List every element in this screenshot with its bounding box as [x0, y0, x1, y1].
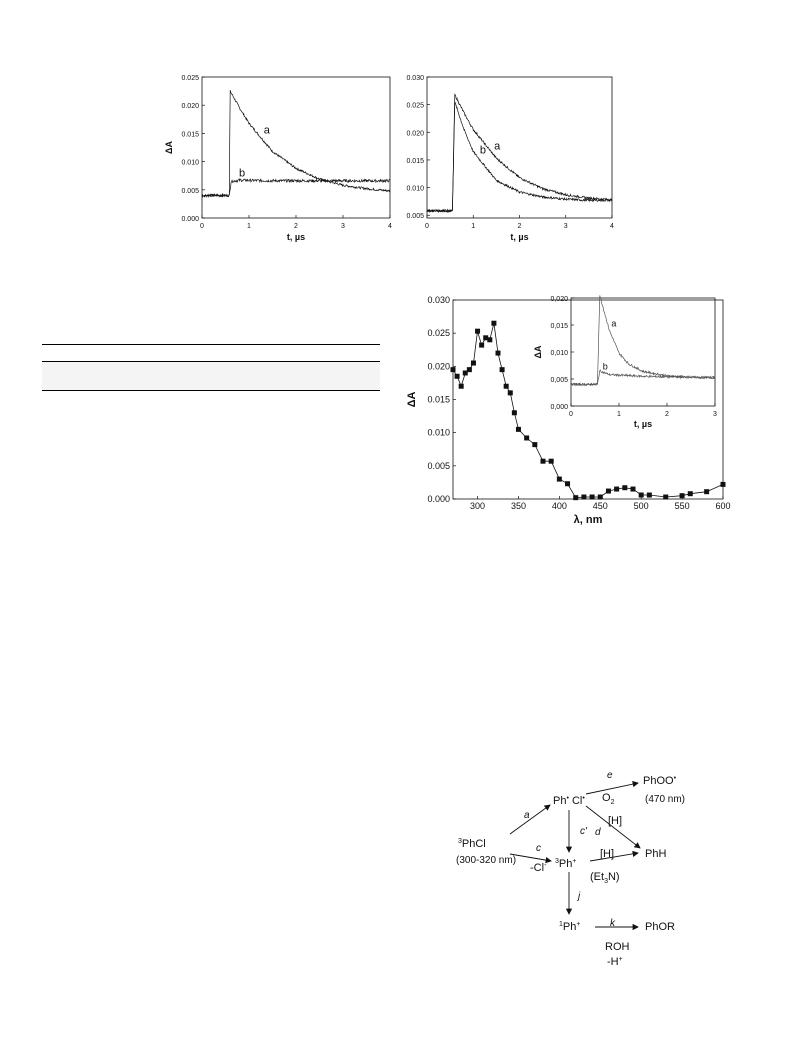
- plot-frame: [571, 298, 715, 406]
- data-point: [565, 481, 570, 486]
- kinetic-chart-left: [160, 65, 398, 250]
- y-tick-label: 0.000: [427, 494, 450, 504]
- table-top-rule: [42, 344, 380, 345]
- data-point: [647, 493, 652, 498]
- y-tick-label: 0.015: [427, 394, 450, 405]
- h-plus-label: -H+: [607, 956, 623, 968]
- y-tick-label: 0.010: [181, 159, 199, 167]
- phoo-wavelength: (470 nm): [645, 794, 686, 805]
- data-point: [479, 343, 484, 348]
- h-label-2: [H]: [600, 848, 615, 860]
- data-point: [451, 367, 456, 372]
- y-tick-label: 0,020: [550, 296, 568, 303]
- x-axis-label: t, µs: [633, 419, 653, 429]
- x-tick-label: 500: [633, 501, 649, 511]
- x-tick-label: 0: [425, 223, 429, 230]
- x-tick-label: 600: [715, 501, 731, 511]
- phcl-label: $^3$PhCl: [458, 838, 486, 850]
- x-tick-label: 1: [471, 223, 476, 230]
- data-point: [639, 493, 644, 498]
- data-point: [459, 384, 464, 389]
- phh-label: PhH: [645, 848, 667, 860]
- data-point: [516, 427, 521, 432]
- y-tick-label: 0.020: [427, 361, 450, 372]
- series-label-b: b: [602, 361, 608, 372]
- y-tick-label: 0.030: [406, 75, 424, 82]
- data-point: [471, 361, 476, 366]
- table-body: [42, 362, 380, 390]
- y-tick-label: 0.000: [181, 216, 199, 223]
- x-tick-label: 2: [517, 223, 522, 230]
- step-k: k: [610, 918, 615, 929]
- y-tick-label: 0.015: [181, 131, 199, 139]
- y-axis-label: ΔA: [164, 141, 174, 154]
- series-label-b: b: [239, 167, 246, 180]
- trace-b: [202, 179, 390, 197]
- data-point: [512, 410, 517, 415]
- data-point: [487, 337, 492, 342]
- x-tick-label: 0: [569, 411, 573, 418]
- table-bottom-rule: [42, 390, 380, 391]
- data-point: [606, 489, 611, 494]
- trace-b: [427, 102, 612, 212]
- y-tick-label: 0.015: [406, 157, 424, 165]
- data-point: [475, 329, 480, 334]
- x-tick-label: 3: [563, 223, 568, 230]
- data-point: [680, 493, 685, 498]
- step-a: a: [524, 810, 530, 821]
- data-point: [573, 495, 578, 500]
- arrow-c: [510, 854, 551, 861]
- x-tick-label: 0: [200, 223, 204, 230]
- cl-minus-label: -Cl-: [530, 862, 547, 874]
- o2-label: $O_2$: [602, 792, 615, 806]
- step-d: d: [595, 827, 601, 838]
- kinetic-chart-right: [385, 65, 625, 250]
- x-tick-label: 3: [713, 411, 717, 418]
- data-point: [622, 485, 627, 490]
- x-tick-label: 550: [674, 501, 690, 511]
- x-tick-label: 4: [388, 223, 392, 230]
- y-tick-label: 0.020: [406, 130, 424, 138]
- arrow-e: [586, 783, 638, 794]
- x-tick-label: 2: [294, 223, 298, 230]
- data-point: [541, 459, 546, 464]
- y-tick-label: 0.005: [181, 187, 199, 195]
- x-tick-label: 2: [665, 411, 669, 418]
- inset-chart: [533, 295, 717, 429]
- x-tick-label: 300: [470, 501, 486, 511]
- step-e: e: [607, 770, 613, 781]
- y-tick-label: 0.010: [427, 427, 450, 438]
- data-point: [455, 374, 460, 379]
- phor-label: PhOR: [645, 921, 675, 933]
- singlet-cation-label: $^1$Ph+: [559, 921, 581, 933]
- data-point: [532, 442, 537, 447]
- x-axis-label: t, µs: [286, 232, 306, 242]
- data-point: [631, 487, 636, 492]
- step-c: c: [536, 843, 541, 854]
- triplet-cation-label: $^3$Ph+: [555, 858, 577, 870]
- y-tick-label: 0.005: [406, 213, 424, 221]
- y-tick-label: 0.025: [406, 102, 424, 110]
- data-point: [721, 482, 726, 487]
- h-label-1: [H]: [608, 815, 623, 827]
- et3n-label: $(Et_3N)$: [590, 871, 620, 885]
- trace-a: [571, 295, 715, 385]
- radical-pair-label: Ph• Cl•: [553, 795, 585, 807]
- data-point: [491, 321, 496, 326]
- y-tick-label: 0,010: [550, 350, 568, 357]
- spectrum-chart: [405, 288, 735, 538]
- spectrum-line: [453, 323, 723, 498]
- data-point: [524, 435, 529, 440]
- series-label-a: a: [494, 140, 501, 153]
- data-point: [508, 390, 513, 395]
- series-label-a: a: [263, 124, 270, 137]
- y-tick-label: 0.030: [427, 295, 450, 305]
- data-point: [496, 351, 501, 356]
- phoo-label: PhOO•: [643, 775, 677, 787]
- reaction-scheme: [440, 760, 700, 975]
- y-axis-label: ΔA: [406, 391, 418, 408]
- y-tick-label: 0,015: [550, 323, 568, 330]
- series-label-a: a: [611, 318, 617, 329]
- data-point: [704, 489, 709, 494]
- data-point: [688, 491, 693, 496]
- y-tick-label: 0.020: [181, 103, 199, 111]
- data-point: [598, 495, 603, 500]
- x-axis-label: λ, nm: [573, 514, 603, 526]
- y-axis-label: ΔA: [533, 345, 543, 359]
- arrow-a: [510, 805, 550, 834]
- roh-label: ROH: [605, 941, 630, 953]
- data-point: [500, 367, 505, 372]
- data-point: [614, 487, 619, 492]
- data-point: [590, 495, 595, 500]
- y-tick-label: 0.005: [427, 460, 450, 471]
- x-tick-label: 4: [610, 223, 614, 230]
- x-tick-label: 1: [247, 223, 251, 230]
- y-tick-label: 0,000: [550, 404, 568, 411]
- x-tick-label: 350: [510, 501, 526, 511]
- data-point: [467, 367, 472, 372]
- data-point: [504, 384, 509, 389]
- x-axis-label: t, µs: [510, 232, 529, 242]
- x-tick-label: 3: [341, 223, 345, 230]
- x-tick-label: 400: [551, 501, 567, 511]
- series-label-b: b: [479, 144, 486, 157]
- data-point: [581, 495, 586, 500]
- data-point: [557, 477, 562, 482]
- phcl-wavelength: (300-320 nm): [456, 855, 517, 866]
- x-tick-label: 1: [617, 411, 621, 418]
- step-c-prime: c': [580, 826, 587, 837]
- y-tick-label: 0.010: [406, 185, 424, 193]
- y-tick-label: 0,005: [550, 377, 568, 384]
- y-tick-label: 0.025: [427, 328, 450, 339]
- data-point: [549, 459, 554, 464]
- y-tick-label: 0.025: [181, 75, 199, 82]
- step-j: j: [578, 891, 581, 902]
- data-point: [663, 495, 668, 500]
- plot-frame: [453, 300, 723, 499]
- x-tick-label: 450: [592, 501, 608, 511]
